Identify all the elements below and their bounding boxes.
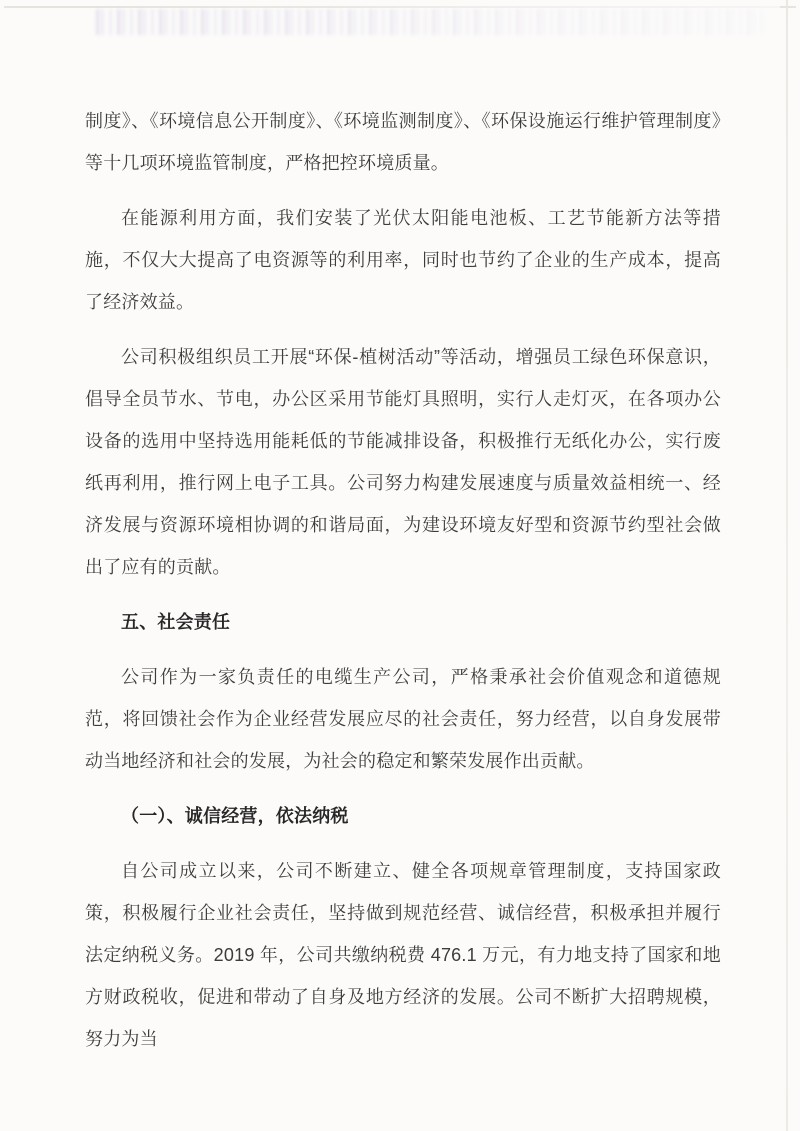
paragraph-energy-utilization: 在能源利用方面，我们安装了光伏太阳能电池板、工艺节能新方法等措施，不仅大大提高了电资源等的利用率，同时也节约了企业的生产成本，提高了经济效益。 <box>85 208 721 312</box>
paragraph-environment-regulations: 制度》、《环境信息公开制度》、《环境监测制度》、《环保设施运行维护管理制度》等十几项环境监管制度，严格把控环境质量。 <box>85 111 721 173</box>
paragraph-tax-payment: 自公司成立以来，公司不断建立、健全各项规章管理制度，支持国家政策，积极履行企业社会责任，坚持做到规范经营、诚信经营，积极承担并履行法定纳税义务。2019 年，公司共缴纳税费 476.1 万元，有力地支持了国家和地方财政税收，促进和带动了自身及地方经济的发展。公司不断扩大招聘规模，努力为当 <box>85 861 721 1049</box>
section-heading-social-responsibility: 五、社会责任 <box>121 612 231 632</box>
paragraph-responsible-company: 公司作为一家负责任的电缆生产公司，严格秉承社会价值观念和道德规范，将回馈社会作为企业经营发展应尽的社会责任，努力经营，以自身发展带动当地经济和社会的发展，为社会的稳定和繁荣发展作出贡献。 <box>85 667 721 771</box>
page-content <box>85 100 721 1073</box>
paper-right-edge-line <box>786 0 788 1131</box>
paragraph-green-activities: 公司积极组织员工开展“环保-植树活动”等活动，增强员工绿色环保意识，倡导全员节水、节电，办公区采用节能灯具照明，实行人走灯灭，在各项办公设备的选用中坚持选用能耗低的节能减排设备，积极推行无纸化办公，实行废纸再利用，推行网上电子工具。公司努力构建发展速度与质量效益相统一、经济发展与资源环境相协调的和谐局面，为建设环境友好型和资源节约型社会做出了应有的贡献。 <box>85 347 721 577</box>
sub-heading-honest-operation-tax: （一）、诚信经营，依法纳税 <box>121 806 349 826</box>
ink-bleed-fade-overlay <box>90 6 780 40</box>
